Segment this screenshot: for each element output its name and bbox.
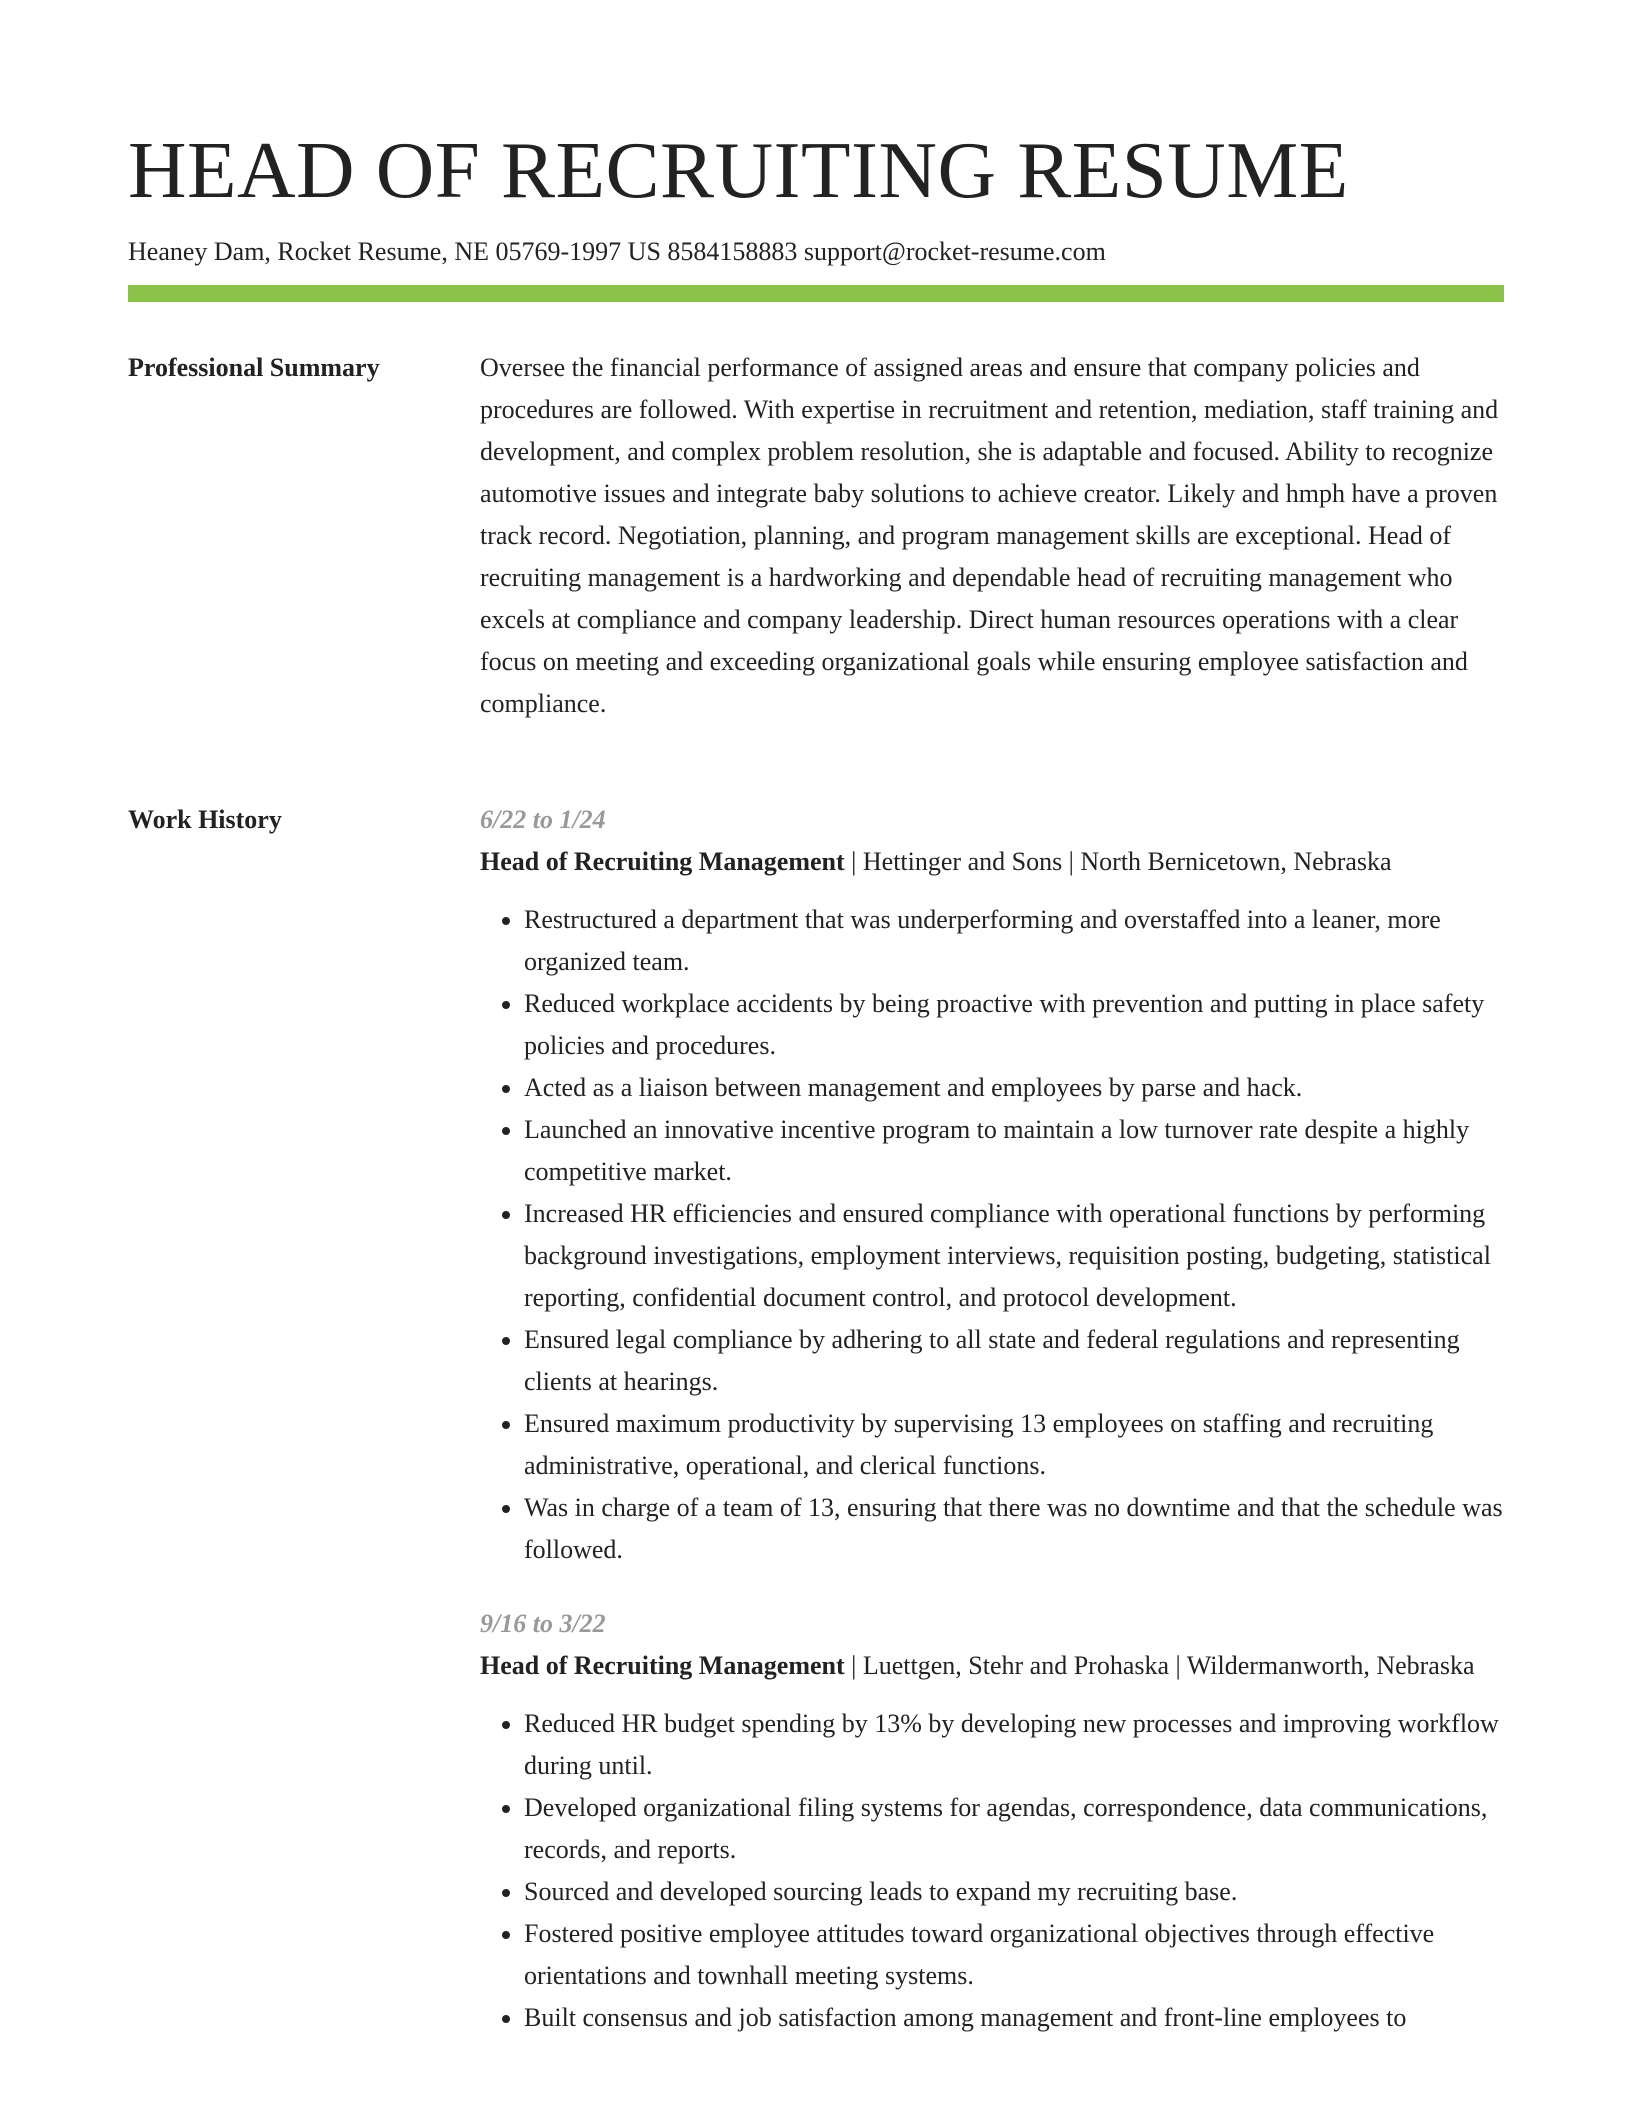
job-dates: 6/22 to 1/24 [480, 805, 606, 834]
work-history-body [480, 799, 1504, 2039]
accent-divider [128, 285, 1504, 302]
job-bullet: • Ensured maximum productivity by supervising 13 employees on staffing and recruiting administrative, operational, and clerical functions. [524, 1403, 1504, 1487]
job-bullet: • Increased HR efficiencies and ensured compliance with operational functions by performing background investigations, employment interviews, requisition posting, budgeting, statistical reporting, confidential document control, and protocol development. [524, 1193, 1504, 1319]
resume-header [128, 118, 1504, 270]
job-bullet-list [480, 899, 1504, 1571]
job-bullet: • Was in charge of a team of 13, ensuring that there was no downtime and that the schedule was followed. [524, 1487, 1504, 1571]
job-bullet: • Acted as a liaison between management and employees by parse and hack. [524, 1067, 1504, 1109]
job-bullet: • Built consensus and job satisfaction among management and front-line employees to [524, 1997, 1504, 2039]
resume-title: HEAD OF RECRUITING RESUME [128, 125, 1349, 215]
job-title: Head of Recruiting Management [480, 1651, 845, 1680]
job-bullet: • Reduced HR budget spending by 13% by developing new processes and improving workflow during until. [524, 1703, 1504, 1787]
job-bullet: • Launched an innovative incentive program to maintain a low turnover rate despite a highly competitive market. [524, 1109, 1504, 1193]
job-title: Head of Recruiting Management [480, 847, 845, 876]
summary-text: Oversee the financial performance of assigned areas and ensure that company policies and procedures are followed. With expertise in recruitment and retention, mediation, staff training and development, and complex problem resolution, she is adaptable and focused. Ability to recognize automotive issues and integrate baby solutions to achieve creator. Likely and hmph have a proven track record. Negotiation, planning, and program management skills are exceptional. Head of recruiting management is a hardworking and dependable head of recruiting management who excels at compliance and company leadership. Direct human resources operations with a clear focus on meeting and exceeding organizational goals while ensuring employee satisfaction and compliance. [480, 353, 1499, 718]
job-heading [480, 1645, 1504, 1687]
job-bullet: • Sourced and developed sourcing leads to expand my recruiting base. [524, 1871, 1504, 1913]
summary-heading: Professional Summary [128, 353, 380, 382]
job-bullet: • Fostered positive employee attitudes toward organizational objectives through effective orientations and townhall meeting systems. [524, 1913, 1504, 1997]
job-heading [480, 841, 1504, 883]
job-bullet-list [480, 1703, 1504, 2039]
job-bullet: • Reduced workplace accidents by being proactive with prevention and putting in place safety policies and procedures. [524, 983, 1504, 1067]
job-company-location: | Luettgen, Stehr and Prohaska | Wildermanworth, Nebraska [844, 1651, 1475, 1680]
contact-line: Heaney Dam, Rocket Resume, NE 05769-1997 US 8584158883 support@rocket-resume.com [128, 237, 1106, 266]
work-history-heading: Work History [128, 805, 282, 834]
job-company-location: | Hettinger and Sons | North Bernicetown, Nebraska [844, 847, 1392, 876]
job-dates: 9/16 to 3/22 [480, 1609, 606, 1638]
job-bullet: • Restructured a department that was underperforming and overstaffed into a leaner, more organized team. [524, 899, 1504, 983]
job-entry [480, 799, 1504, 1571]
job-bullet: • Ensured legal compliance by adhering to all state and federal regulations and representing clients at hearings. [524, 1319, 1504, 1403]
job-entry [480, 1603, 1504, 2039]
job-bullet: • Developed organizational filing systems for agendas, correspondence, data communications, records, and reports. [524, 1787, 1504, 1871]
